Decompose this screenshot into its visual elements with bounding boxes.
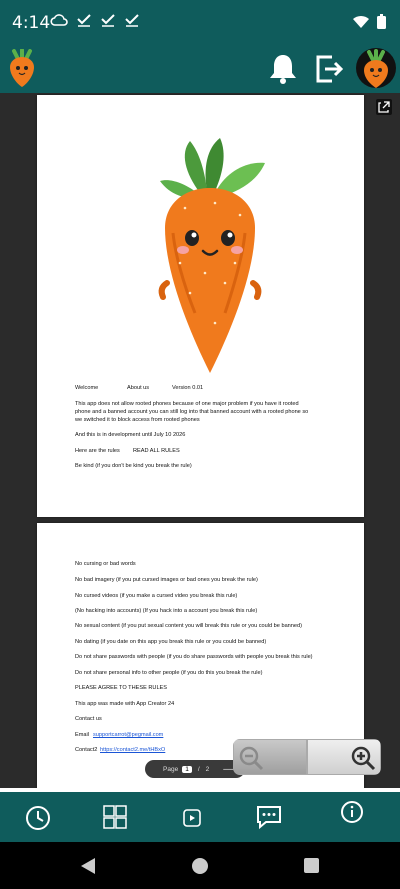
home-icon[interactable]	[191, 857, 209, 875]
info-icon[interactable]	[340, 800, 364, 824]
paragraph-line: we switched it to block access from rooted phones	[75, 417, 200, 423]
wifi-icon	[353, 15, 369, 29]
be-kind-text: Be kind (if you don't be kind you break the rule)	[75, 463, 192, 469]
app-bar	[0, 45, 400, 93]
carrot-logo-icon[interactable]	[6, 49, 38, 89]
paragraph-line: This app does not allow rooted phones because of one major problem if you have it rooted	[75, 401, 299, 407]
open-external-button[interactable]	[376, 99, 392, 115]
bottom-toolbar	[0, 788, 400, 846]
clock-icon[interactable]	[24, 804, 52, 832]
made-with-text: This app was made with App Creator 24	[75, 701, 175, 707]
gallery-icon[interactable]	[102, 804, 128, 830]
about-text: About us	[127, 385, 150, 391]
email-link[interactable]: supportcarrot@pegmail.com	[93, 732, 164, 738]
development-text: And this is in development until July 10 2026	[75, 432, 186, 438]
recents-icon[interactable]	[304, 858, 319, 873]
back-icon[interactable]	[80, 857, 96, 875]
email-label: Email	[75, 732, 89, 738]
pdf-page-1	[37, 95, 364, 517]
rules-caps-text: READ ALL RULES	[133, 448, 180, 454]
bell-icon[interactable]	[268, 53, 298, 85]
zoom-out-button[interactable]	[233, 739, 307, 775]
rule-item: No cursed videos (if you make a cursed video you break this rule)	[75, 593, 238, 599]
zoom-out-small-icon[interactable]: —	[223, 763, 234, 775]
rule-item: Do not share personal info to other people (if you do this you break the rule)	[75, 670, 263, 676]
rule-item: Do not share passwords with people (if you do share passwords with people you break this rule)	[75, 654, 313, 660]
zoom-in-button[interactable]	[307, 739, 381, 775]
contact2-label: Contact2	[75, 747, 98, 753]
carrot-illustration	[145, 133, 275, 383]
agree-text: PLEASE AGREE TO THESE RULES	[75, 685, 168, 691]
cloud-icon	[50, 13, 68, 27]
video-icon[interactable]	[182, 808, 202, 828]
zoom-in-icon	[350, 745, 376, 771]
zoom-control	[233, 739, 381, 775]
rules-intro-text: Here are the rules	[75, 448, 120, 454]
contact2-link[interactable]: https://contact2.me/tHBxO	[100, 747, 166, 753]
welcome-text: Welcome	[75, 385, 99, 391]
current-page-input[interactable]: 1	[182, 766, 192, 773]
chat-icon[interactable]	[255, 804, 283, 830]
rule-item: No sexual content (if you put sexual content you will break this rule or you could be banned)	[75, 623, 302, 629]
page-label: Page	[163, 765, 179, 773]
pdf-viewer[interactable]	[0, 93, 400, 788]
zoom-out-icon	[238, 745, 264, 771]
check-icon	[100, 13, 116, 27]
rule-item: No bad imagery (if you put cursed images or bad ones you break the rule)	[75, 577, 258, 583]
status-time: 4:14	[12, 13, 51, 33]
rule-item: No dating (if you date on this app you break this rule or you could be banned)	[75, 639, 267, 645]
check-icon	[124, 13, 140, 27]
battery-icon	[377, 14, 386, 29]
system-nav-bar	[0, 842, 400, 889]
check-icon	[76, 13, 92, 27]
page-control	[145, 760, 245, 778]
avatar-carrot-icon	[356, 48, 396, 88]
page-separator: /	[197, 765, 200, 773]
contact-us-text: Contact us	[75, 716, 102, 722]
avatar[interactable]	[356, 48, 396, 88]
open-external-icon	[376, 99, 392, 115]
rule-item: No cursing or bad words	[75, 561, 136, 567]
paragraph-line: phone and a banned account you can still log into that banned account with a rooted phone so	[75, 409, 309, 415]
rule-item: (No hacking into accounts) (If you hack into a account you break this rule)	[75, 608, 258, 614]
status-bar	[0, 0, 400, 45]
version-text: Version 0.01	[172, 385, 204, 391]
logout-icon[interactable]	[314, 53, 344, 85]
total-pages: 2	[205, 765, 210, 773]
